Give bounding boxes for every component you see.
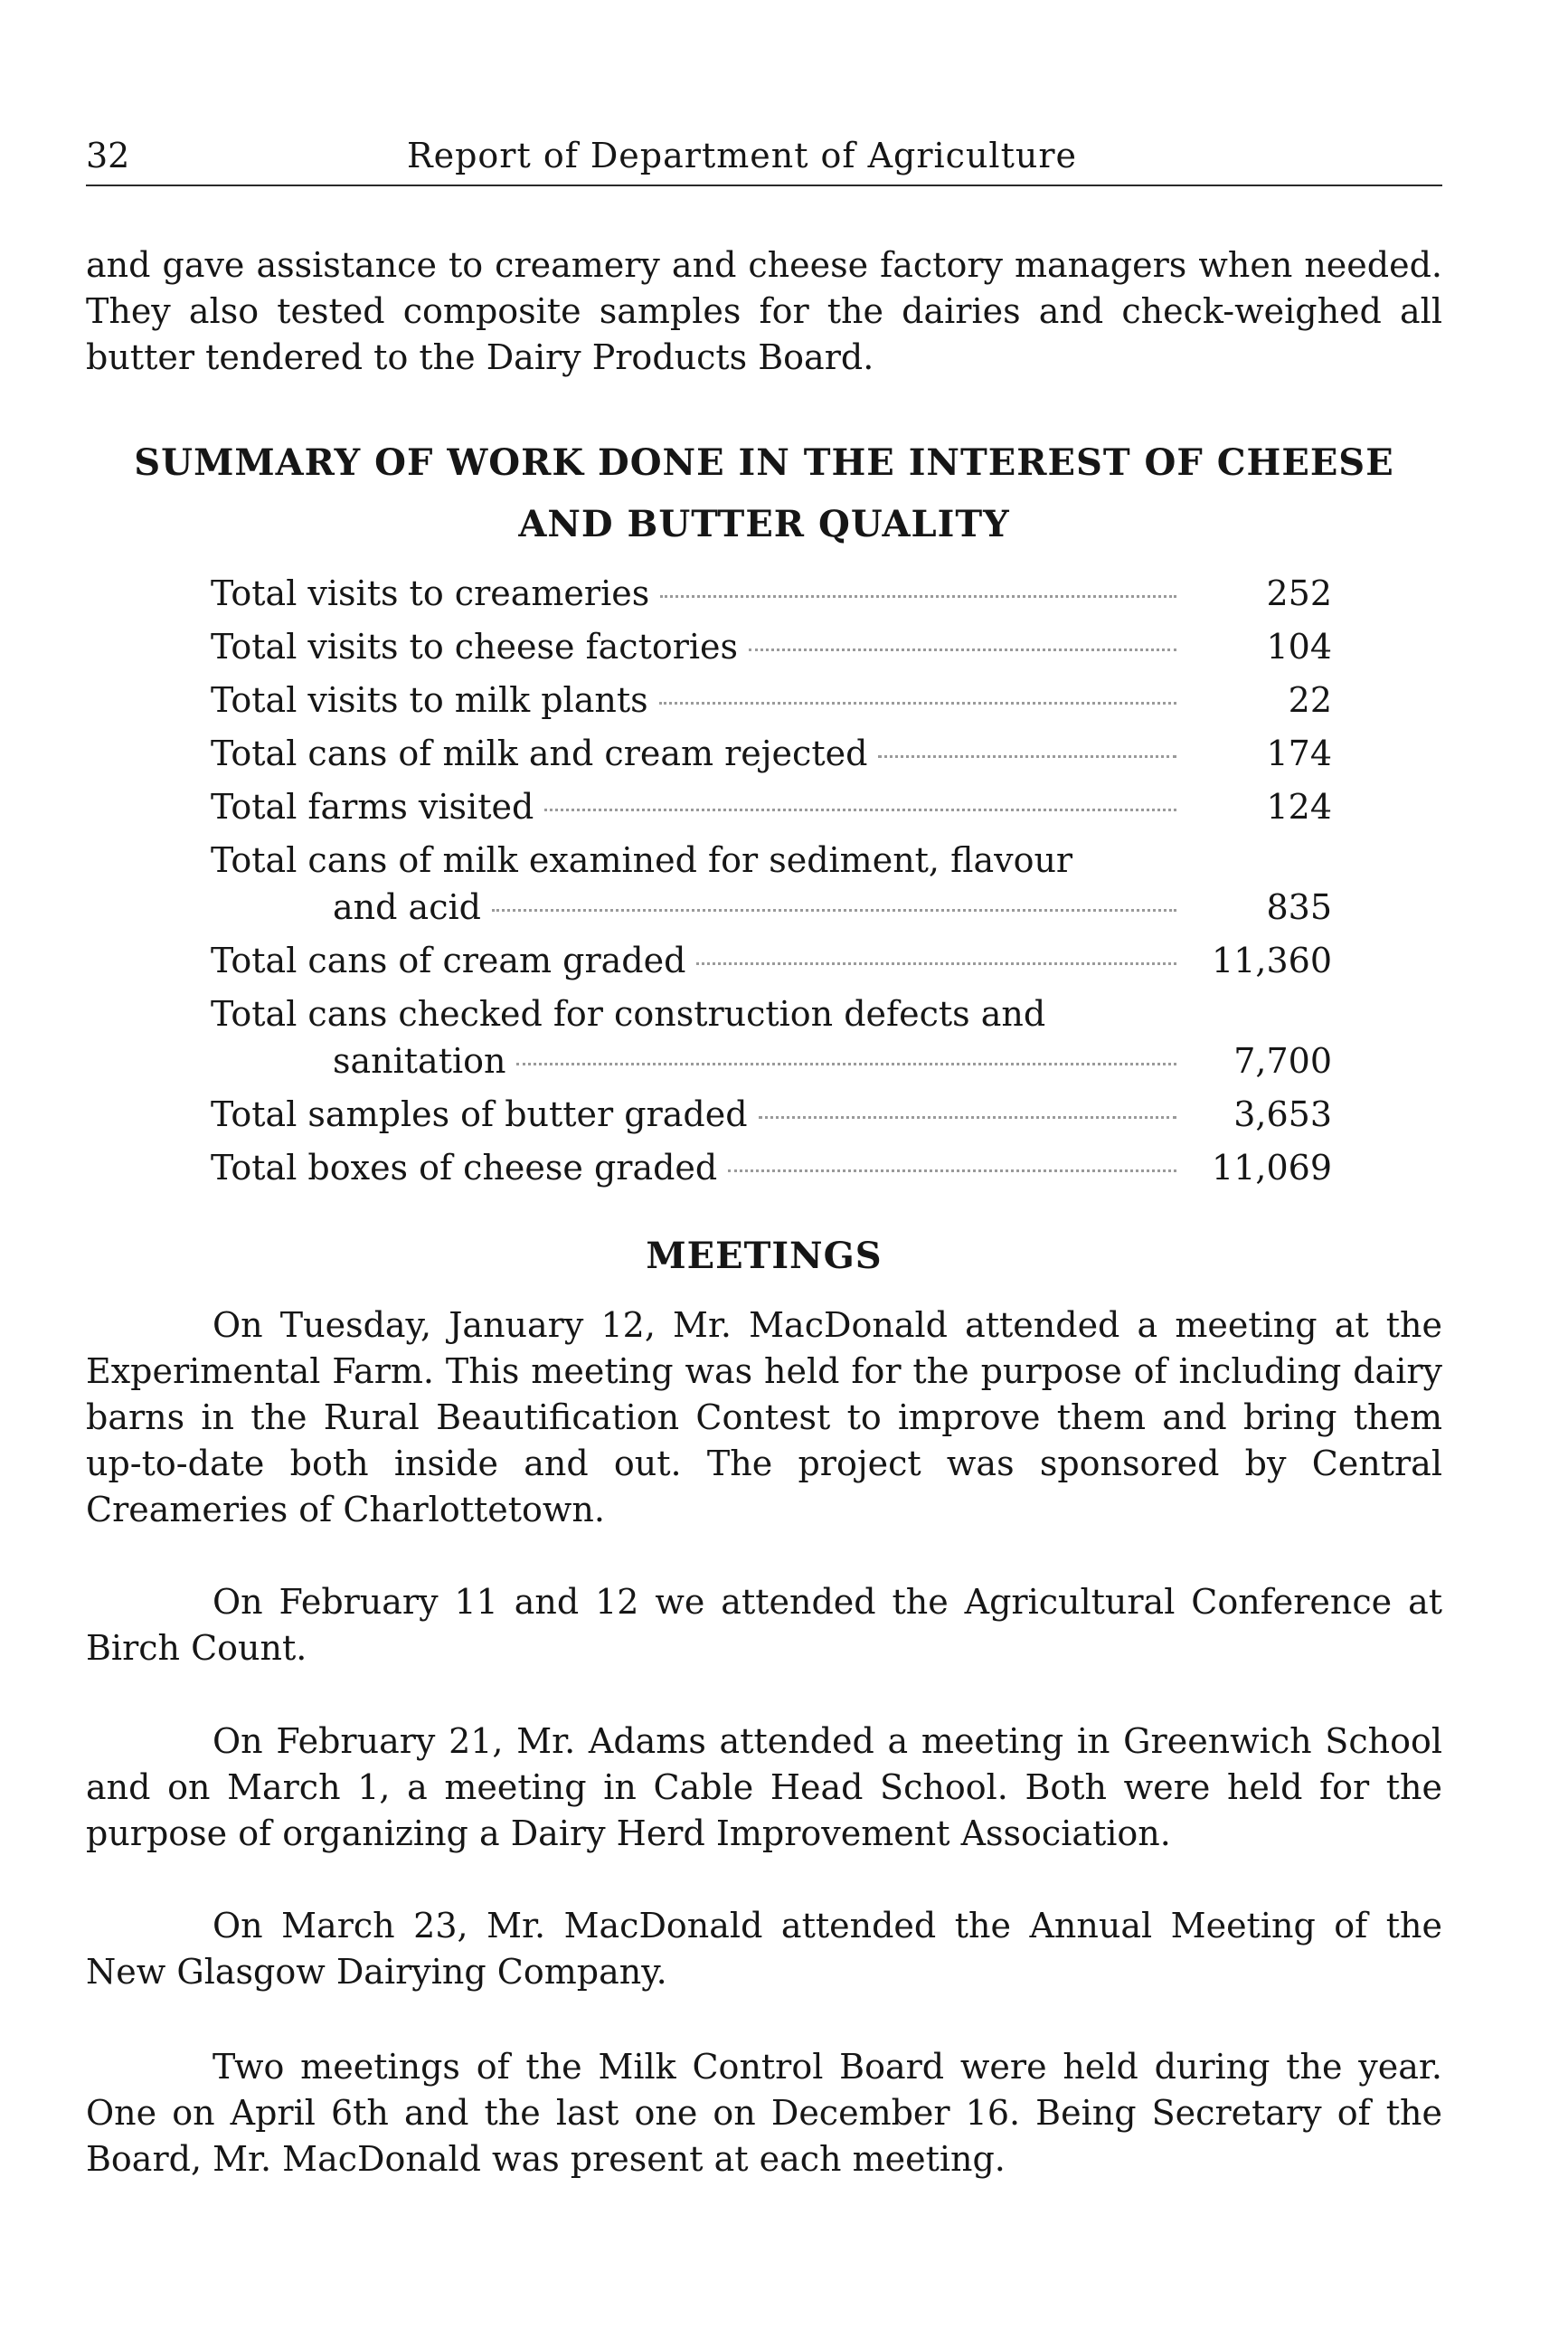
summary-row: [211, 783, 1332, 837]
summary-row: [211, 623, 1332, 677]
dot-leader: [878, 755, 1176, 758]
summary-label: Total visits to cheese factories: [211, 627, 739, 667]
summary-list: [211, 570, 1332, 1198]
page-header: [86, 134, 1442, 186]
summary-label: Total cans of milk examined for sediment, flavour: [211, 840, 1073, 880]
summary-heading-line2: AND BUTTER QUALITY: [518, 503, 1010, 545]
intro-paragraph: and gave assistance to creamery and cheese factory managers when needed. They also tested composite samples for the dairies and check-weighed all butter tendered to the Dairy Products Board.: [86, 245, 1442, 377]
summary-label: Total farms visited: [211, 787, 534, 827]
meeting-paragraph: On Tuesday, January 12, Mr. MacDonald attended a meeting at the Experimental Farm. This meeting was held for the purpose of including dairy barns in the Rural Beautification Contest to improve them and bring them up-to-date both inside and out. The project was sponsored by Central Creameries of Charlottetown.: [86, 1305, 1442, 1529]
summary-label: Total visits to creameries: [211, 573, 650, 613]
meeting-paragraph: On March 23, Mr. MacDonald attended the Annual Meeting of the New Glasgow Dairying Company.: [86, 1906, 1442, 1992]
meetings-heading: MEETINGS: [646, 1235, 883, 1277]
summary-label: Total cans of cream graded: [211, 941, 686, 980]
running-title: Report of Department of Agriculture: [407, 136, 1077, 175]
summary-value: 124: [1266, 787, 1332, 827]
meeting-paragraph: Two meetings of the Milk Control Board were held during the year. One on April 6th and the last one on December 16. Being Secretary of the Board, Mr. MacDonald was present at each meeting.: [86, 2047, 1442, 2179]
summary-label: Total cans of milk and cream rejected: [211, 734, 868, 773]
summary-row: [211, 837, 1332, 937]
summary-label: Total visits to milk plants: [211, 680, 648, 720]
page-number: 32: [86, 136, 130, 175]
summary-heading-line1: SUMMARY OF WORK DONE IN THE INTEREST OF CHEESE: [134, 441, 1394, 484]
summary-value: 3,653: [1233, 1094, 1332, 1134]
summary-value: 11,069: [1212, 1148, 1332, 1188]
summary-value: 104: [1266, 627, 1332, 667]
summary-label-continued: sanitation: [333, 1041, 506, 1081]
dot-leader: [749, 649, 1176, 651]
summary-row: [211, 1144, 1332, 1198]
dot-leader: [659, 702, 1176, 705]
summary-value: 252: [1266, 573, 1332, 613]
dot-leader: [492, 909, 1176, 912]
summary-value: 22: [1288, 680, 1332, 720]
summary-label: Total samples of butter graded: [211, 1094, 748, 1134]
summary-row: [211, 730, 1332, 783]
summary-label-continued: and acid: [333, 887, 481, 927]
dot-leader: [516, 1063, 1176, 1065]
summary-value: 7,700: [1233, 1041, 1332, 1081]
summary-row: [211, 677, 1332, 730]
summary-value: 11,360: [1212, 941, 1332, 980]
dot-leader: [696, 962, 1176, 965]
summary-row: [211, 990, 1332, 1091]
dot-leader: [759, 1116, 1176, 1119]
dot-leader: [544, 809, 1176, 811]
summary-value: 835: [1266, 887, 1332, 927]
summary-row: [211, 1091, 1332, 1144]
dot-leader: [660, 595, 1176, 598]
summary-label: Total boxes of cheese graded: [211, 1148, 718, 1188]
dot-leader: [728, 1169, 1176, 1172]
meeting-paragraph: On February 11 and 12 we attended the Agricultural Conference at Birch Count.: [86, 1582, 1442, 1668]
summary-value: 174: [1266, 734, 1332, 773]
meeting-paragraph: On February 21, Mr. Adams attended a meeting in Greenwich School and on March 1, a meeting in Cable Head School. Both were held for the purpose of organizing a Dairy Herd Improvement Association.: [86, 1721, 1442, 1853]
summary-row: [211, 937, 1332, 990]
summary-label: Total cans checked for construction defects and: [211, 994, 1046, 1034]
summary-row: [211, 570, 1332, 623]
